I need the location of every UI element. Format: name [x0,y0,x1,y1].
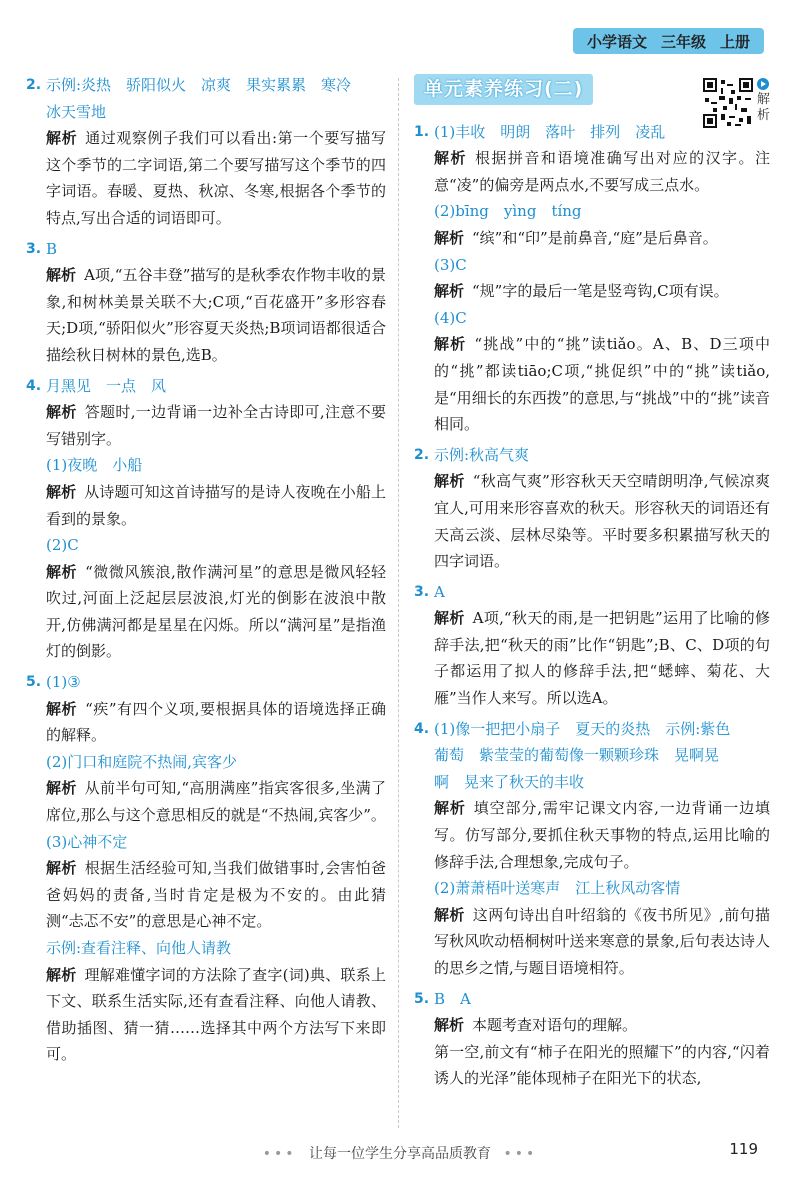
question-number: 3. [414,583,430,600]
explanation-label: 解析 [434,799,466,818]
question-number: 4. [414,720,430,737]
answer-line: B A [434,989,471,1008]
qr-code-icon[interactable] [703,78,753,128]
explanation-label: 解析 [46,699,78,718]
question-number: 1. [414,123,430,140]
sub-answer: (2)门口和庭院不热闹,宾客少 [46,752,238,771]
answer-line: (1)丰收 明朗 落叶 排列 凌乱 [434,122,666,141]
question-item [26,72,386,232]
answer-line: B [46,239,58,258]
explanation [434,795,770,875]
continued-text: 第一空,前文有“柿子在阳光的照耀下”的内容,“闪着诱人的光泽”能体现柿子在阳光下的状态, [434,1042,770,1088]
explanation-label: 解析 [46,965,77,984]
sub-answer: (2)bīng yìng tíng [434,202,582,221]
question-number: 5. [414,990,430,1007]
explanation [46,696,386,749]
explanation-text: 根据拼音和语境准确写出对应的汉字。注意“凌”的偏旁是两点水,不要写成三点水。 [434,149,770,194]
answer-line: 啊 晃来了秋天的丰收 [434,772,585,791]
explanation-label: 解析 [46,859,77,878]
question-item [414,579,770,712]
explanation-label: 解析 [434,282,465,301]
explanation [46,262,386,368]
explanation-text: 通过观察例子我们可以看出:第一个要写描写这个季节的二字词语,第二个要写描写这个季节的四字词语。春暖、夏热、秋凉、冬寒,根据各个季节的特点,写出合适的词语即可。 [46,129,386,227]
header-grade: 三年级 [660,32,706,51]
explanation-label: 解析 [434,472,465,491]
explanation-text: A项,“五谷丰登”描写的是秋季农作物丰收的景象,和树林美景关联不大;C项,“百花盛开”多形容春天;D项,“骄阳似火”形容夏天炎热;B项词语都很适合描绘秋日树林的景色,选B。 [46,266,386,364]
sub-answer: (4)C [434,308,467,327]
question-number: 2. [414,446,430,463]
header-subject: 小学语文 [586,32,647,51]
explanation [46,399,386,452]
explanation-label: 解析 [434,228,465,247]
explanation-text: 从诗题可知这首诗描写的是诗人夜晚在小船上看到的景象。 [46,482,386,528]
footer-slogan: 让每一位学生分享高品质教育 [309,1146,491,1162]
right-answers [414,119,770,1092]
answer-line: (1)像一把把小扇子 夏天的炎热 示例:紫色 [434,719,731,738]
answer-line: (1)③ [46,673,81,692]
explanation-text: “微微风簇浪,散作满河星”的意思是微风轻轻吹过,河面上泛起层层波浪,灯光的倒影在波浪中散开,仿佛满河都是星星在闪烁。所以“满河星”是指渔灯的倒影。 [46,562,386,661]
explanation-text: “规”字的最后一笔是竖弯钩,C项有误。 [472,282,729,301]
answer-line: 月黑见 一点 风 [46,376,167,395]
column-divider [398,78,399,1128]
question-number: 3. [26,240,42,257]
footer [0,1143,800,1163]
question-number: 2. [26,77,42,93]
answer-line: 示例:炎热 骄阳似火 凉爽 果实累累 寒冷 [46,76,352,94]
explanation-label: 解析 [46,403,77,422]
play-icon [757,78,769,90]
sub-answer: (2)C [46,536,79,555]
explanation-text: 填空部分,需牢记课文内容,一边背诵一边填写。仿写部分,要抓住秋天事物的特点,运用比喻的修辞手法,合理想象,完成句子。 [434,799,770,871]
question-item [414,986,770,1092]
answer-line: 葡萄 紫莹莹的葡萄像一颗颗珍珠 晃啊晃 [434,746,720,765]
explanation [434,145,770,198]
explanation-text: “挑战”中的“挑”读tiǎo。A、B、D三项中的“挑”都读tiāo;C项,“挑促织”中的“挑”读tiǎo,是“用细长的东西拨”的意思,与“挑战”中的“挑”读音相同。 [434,335,770,434]
answer-line: 示例:秋高气爽 [434,445,530,464]
header-volume: 上册 [719,32,750,51]
question-number: 4. [26,377,42,394]
qr-block[interactable] [703,78,770,128]
footer-dots-right: ••• [503,1146,538,1162]
sub-explanation [46,775,386,828]
header-badge [573,28,764,54]
sub-explanation [434,225,770,252]
explanation-label: 解析 [434,905,465,924]
qr-label-char-1: 解 [756,92,770,107]
explanation-text: “疾”有四个义项,要根据具体的语境选择正确的解释。 [46,699,386,745]
question-item [414,716,770,982]
question-item [414,119,770,438]
sub-answer: (3)C [434,255,467,274]
explanation-text: 答题时,一边背诵一边补全古诗即可,注意不要写错别字。 [46,403,386,448]
sub-answer: (1)夜晚 小船 [46,456,143,475]
page-number: 119 [729,1140,758,1158]
explanation-text: A项,“秋天的雨,是一把钥匙”运用了比喻的修辞手法,把“秋天的雨”比作“钥匙”;B、C、D项的句子都运用了拟人的修辞手法,把“蟋蟀、菊花、大雁”当作人来写。所以选A。 [434,609,770,708]
left-column [26,72,386,1072]
explanation-label: 解析 [46,482,77,501]
answer-line: 冰天雪地 [46,102,107,121]
question-number: 5. [26,674,42,691]
explanation-label: 解析 [46,562,78,581]
explanation-label: 解析 [434,609,465,628]
question-item [26,373,386,666]
explanation-label: 解析 [434,1016,465,1035]
right-column [414,72,770,1096]
explanation [434,605,770,711]
footer-dots-left: ••• [262,1146,297,1162]
explanation [434,468,770,574]
explanation-text: 这两句诗出自叶绍翁的《夜书所见》,前句描写秋风吹动梧桐树叶送来寒意的景象,后句表达诗人的思乡之情,与题目语境相符。 [434,905,770,977]
explanation-label: 解析 [46,129,78,148]
sub-explanation [46,962,386,1068]
question-item [414,442,770,575]
sub-explanation [46,559,386,665]
qr-label-char-2: 析 [756,108,770,123]
sub-answer: (2)萧萧梧叶送寒声 江上秋风动客情 [434,879,681,898]
sub-explanation [434,331,770,437]
question-item [26,669,386,1068]
explanation-text: “缤”和“印”是前鼻音,“庭”是后鼻音。 [472,228,718,247]
explanation [434,1012,770,1039]
section-title: 单元素养练习(二) [414,74,593,105]
question-item [26,236,386,369]
sub-answer: 示例:查看注释、向他人请教 [46,939,232,957]
explanation-text: 理解难懂字词的方法除了查字(词)典、联系上下文、联系生活实际,还有查看注释、向他人请教、借助插图、猜一猜……选择其中两个方法写下来即可。 [46,965,386,1064]
sub-explanation [434,902,770,982]
explanation-label: 解析 [46,779,77,798]
sub-explanation [434,278,770,305]
explanation-label: 解析 [434,335,467,354]
sub-explanation [46,479,386,532]
sub-explanation [46,855,386,935]
answer-line: A [434,582,445,601]
qr-label [757,78,770,124]
explanation-label: 解析 [46,266,77,285]
explanation-text: 本题考查对语句的理解。 [472,1016,638,1035]
explanation-text: “秋高气爽”形容秋天天空晴朗明净,气候凉爽宜人,可用来形容喜欢的秋天。形容秋天的词语还有天高云淡、层林尽染等。平时要多积累描写秋天的四字词语。 [434,472,770,571]
explanation-text: 根据生活经验可知,当我们做错事时,会害怕爸爸妈妈的责备,当时肯定是极为不安的。由此猜测“忐忑不安”的意思是心神不定。 [46,859,386,931]
explanation-text: 从前半句可知,“高朋满座”指宾客很多,坐满了席位,那么与这个意思相反的就是“不热闹,宾客少”。 [46,779,386,825]
sub-answer: (3)心神不定 [46,832,128,851]
explanation-label: 解析 [434,149,467,168]
explanation [46,125,386,231]
